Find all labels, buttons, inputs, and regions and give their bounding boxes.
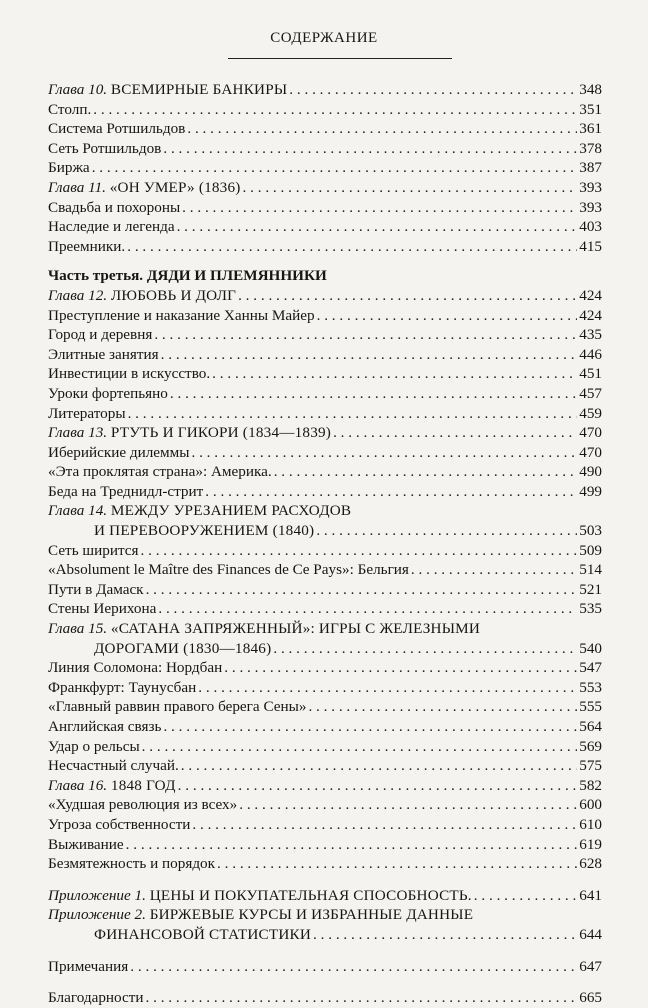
chapter-title: 1848 ГОД — [110, 776, 176, 794]
header-rule — [228, 58, 452, 59]
toc-entry — [48, 678, 602, 698]
section-title: Столп. — [48, 100, 92, 118]
page-number: 457 — [579, 384, 602, 402]
page-number: 499 — [579, 482, 602, 500]
page-number: 424 — [579, 286, 602, 304]
chapter-title: БИРЖЕВЫЕ КУРСЫ И ИЗБРАННЫЕ ДАННЫЕ — [149, 906, 474, 924]
leader-dots — [178, 776, 578, 796]
leader-dots — [273, 639, 577, 659]
toc-part-heading — [48, 266, 602, 286]
page-number: 451 — [579, 365, 602, 383]
section-title: Преемники. — [48, 237, 126, 255]
chapter-label: Глава 14. — [48, 502, 111, 520]
leader-dots — [191, 443, 577, 463]
leader-dots — [274, 462, 578, 482]
toc-entry — [48, 717, 602, 737]
leader-dots — [239, 795, 577, 815]
toc-entry — [48, 384, 602, 404]
leader-dots — [154, 325, 577, 345]
toc-entry — [48, 795, 602, 815]
section-title: Сеть ширится — [48, 541, 139, 559]
page-number: 424 — [579, 306, 602, 324]
section-title: Угроза собственности — [48, 815, 191, 833]
page-number: 378 — [579, 139, 602, 157]
toc-entry — [48, 776, 602, 796]
toc-entry — [48, 658, 602, 678]
chapter-heading — [48, 886, 472, 906]
toc-entry — [48, 815, 602, 835]
section-title: Преступление и наказание Ханны Майер — [48, 306, 315, 324]
section-title: Биржа — [48, 159, 90, 177]
chapter-heading — [48, 619, 480, 639]
toc-entry — [48, 886, 602, 906]
page-number: 470 — [579, 424, 602, 442]
leader-dots — [92, 158, 578, 178]
toc-entry — [48, 119, 602, 139]
toc-entry — [48, 854, 602, 874]
leader-dots — [411, 560, 577, 580]
section-title: Свадьба и похороны — [48, 198, 181, 216]
toc-entry — [48, 80, 602, 100]
toc-entry — [48, 619, 602, 639]
toc-entry — [48, 737, 602, 757]
toc-entry — [48, 404, 602, 424]
page-number: 575 — [579, 757, 602, 775]
page-number: 555 — [579, 698, 602, 716]
leader-dots — [187, 119, 577, 139]
section-title: Линия Соломона: Нордбан — [48, 659, 223, 677]
page-number: 569 — [579, 737, 602, 755]
toc-entry — [48, 541, 602, 561]
toc-entry — [48, 237, 602, 257]
chapter-heading — [48, 905, 473, 925]
toc-entry — [48, 756, 602, 776]
chapter-heading — [48, 286, 236, 306]
leader-dots — [146, 580, 578, 600]
section-title: Стены Иерихона — [48, 600, 157, 618]
section-title: «Absolument le Maître des Finances de Ce Pays»: Бельгия — [48, 561, 409, 579]
page-number: 403 — [579, 218, 602, 236]
page-number: 547 — [579, 659, 602, 677]
page-number: 393 — [579, 178, 602, 196]
section-title: Уроки фортепьяно — [48, 384, 168, 402]
page-number: 361 — [579, 120, 602, 138]
section-title: Беда на Треднидл-стрит — [48, 482, 204, 500]
page-number: 503 — [579, 522, 602, 540]
page-number: 459 — [579, 404, 602, 422]
section-title: Пути в Дамаск — [48, 580, 144, 598]
chapter-heading — [48, 178, 241, 198]
leader-dots — [212, 364, 577, 384]
leader-dots — [181, 756, 577, 776]
page-number: 535 — [579, 600, 602, 618]
chapter-title: «ОН УМЕР» (1836) — [109, 178, 241, 196]
entry-title-continued: ФИНАНСОВОЙ СТАТИСТИКИ — [94, 925, 312, 943]
chapter-title: ЛЮБОВЬ И ДОЛГ — [110, 286, 237, 304]
leader-dots — [93, 100, 577, 120]
toc-entry — [48, 325, 602, 345]
section-title: Элитные занятия — [48, 345, 159, 363]
leader-dots — [158, 599, 577, 619]
section-title: Английская связь — [48, 718, 162, 735]
page-number: 647 — [579, 957, 602, 975]
section-title: Удар о рельсы — [48, 737, 140, 755]
page-number: 348 — [579, 81, 602, 98]
entry-title-continued: И ПЕРЕВООРУЖЕНИЕМ (1840) — [94, 522, 315, 540]
leader-dots — [182, 198, 577, 218]
chapter-heading — [48, 80, 287, 100]
section-title: Примечания — [48, 957, 129, 975]
toc-entry — [48, 443, 602, 463]
leader-dots — [142, 737, 578, 757]
leader-dots — [198, 678, 577, 698]
page-number: 540 — [579, 639, 602, 657]
leader-dots — [163, 717, 577, 737]
toc-entry — [48, 100, 602, 120]
part-title: Часть третья. ДЯДИ И ПЛЕМЯННИКИ — [48, 267, 327, 285]
leader-dots — [128, 404, 578, 424]
chapter-label: Глава 11. — [48, 178, 110, 196]
leader-dots — [126, 835, 578, 855]
chapter-label: Глава 10. — [48, 81, 111, 98]
section-title: Система Ротшильдов — [48, 120, 186, 138]
toc-entry — [48, 639, 602, 659]
chapter-label: Приложение 2. — [48, 906, 150, 924]
toc-entry — [48, 217, 602, 237]
chapter-label: Приложение 1. — [48, 886, 150, 904]
page-number: 564 — [579, 718, 602, 735]
leader-dots — [177, 217, 578, 237]
toc-entry — [48, 198, 602, 218]
toc-entry — [48, 139, 602, 159]
section-title: Иберийские дилеммы — [48, 443, 190, 461]
toc-entry — [48, 905, 602, 925]
page-number: 509 — [579, 541, 602, 559]
toc-entry — [48, 178, 602, 198]
chapter-title: РТУТЬ И ГИКОРИ (1834—1839) — [110, 424, 332, 442]
toc-entry — [48, 957, 602, 977]
toc-entry — [48, 599, 602, 619]
toc-entry — [48, 364, 602, 384]
page-number: 628 — [579, 855, 602, 873]
toc-entry — [48, 423, 602, 443]
section-title: Несчастный случай. — [48, 757, 179, 775]
toc-entry — [48, 345, 602, 365]
page-title: СОДЕРЖАНИЕ — [270, 30, 378, 46]
page-number: 470 — [579, 443, 602, 461]
toc-entry — [48, 158, 602, 178]
page-number: 387 — [579, 159, 602, 177]
leader-dots — [238, 286, 577, 306]
section-title: Безмятежность и порядок — [48, 855, 216, 873]
section-title: «Эта проклятая страна»: Америка. — [48, 463, 272, 481]
section-title: Франкфурт: Таунусбан — [48, 678, 197, 696]
toc-entry — [48, 988, 602, 1008]
toc-entry — [48, 462, 602, 482]
toc-entry — [48, 306, 602, 326]
section-title: Инвестиции в искусство. — [48, 365, 211, 383]
section-title: Выживание — [48, 835, 124, 853]
leader-dots — [146, 988, 578, 1008]
toc-entry — [48, 521, 602, 541]
page-number: 393 — [579, 198, 602, 216]
page-number: 644 — [579, 925, 602, 943]
chapter-heading — [48, 776, 176, 796]
leader-dots — [217, 854, 577, 874]
section-title: Литераторы — [48, 404, 126, 422]
chapter-title: МЕЖДУ УРЕЗАНИЕМ РАСХОДОВ — [110, 502, 352, 520]
page-number: 415 — [579, 237, 602, 255]
page-number: 553 — [579, 678, 602, 696]
section-title: Благодарности — [48, 989, 144, 1007]
leader-dots — [313, 925, 577, 945]
toc-entry — [48, 580, 602, 600]
leader-dots — [170, 384, 577, 404]
toc-entry — [48, 501, 602, 521]
leader-dots — [317, 306, 578, 326]
page-number: 521 — [579, 580, 602, 598]
page-number: 582 — [579, 776, 602, 794]
section-title: Сеть Ротшильдов — [48, 139, 162, 157]
toc-entry — [48, 835, 602, 855]
chapter-heading — [48, 423, 331, 443]
leader-dots — [192, 815, 577, 835]
section-title: Город и деревня — [48, 326, 153, 344]
leader-dots — [141, 541, 578, 561]
leader-dots — [333, 423, 577, 443]
entry-title-continued: ДОРОГАМИ (1830—1846) — [94, 639, 272, 657]
leader-dots — [316, 521, 577, 541]
page-number: 446 — [579, 345, 602, 363]
chapter-label: Глава 13. — [48, 424, 111, 442]
table-of-contents — [48, 80, 602, 1008]
leader-dots — [243, 178, 578, 198]
leader-dots — [289, 80, 577, 100]
section-title: «Худшая революция из всех» — [48, 796, 238, 814]
chapter-title: ЦЕНЫ И ПОКУПАТЕЛЬНАЯ СПОСОБНОСТЬ. — [149, 886, 472, 904]
chapter-label: Глава 12. — [48, 286, 111, 304]
leader-dots — [308, 697, 577, 717]
toc-entry — [48, 482, 602, 502]
leader-dots — [205, 482, 577, 502]
leader-dots — [163, 139, 577, 159]
chapter-label: Глава 15. — [48, 620, 111, 638]
page-number: 600 — [579, 796, 602, 814]
leader-dots — [474, 886, 577, 906]
leader-dots — [161, 345, 578, 365]
leader-dots — [127, 237, 577, 257]
toc-entry — [48, 697, 602, 717]
page-number: 665 — [579, 989, 602, 1007]
page-number: 641 — [579, 886, 602, 904]
page-number: 351 — [579, 100, 602, 118]
section-title: «Главный раввин правого берега Сены» — [48, 698, 307, 716]
section-title: Наследие и легенда — [48, 218, 175, 236]
page-number: 514 — [579, 561, 602, 579]
chapter-title: ВСЕМИРНЫЕ БАНКИРЫ — [110, 81, 288, 98]
leader-dots — [130, 957, 577, 977]
toc-entry — [48, 925, 602, 945]
page-number: 490 — [579, 463, 602, 481]
chapter-label: Глава 16. — [48, 776, 111, 794]
toc-entry — [48, 286, 602, 306]
page-number: 435 — [579, 326, 602, 344]
chapter-title: «САТАНА ЗАПРЯЖЕННЫЙ»: ИГРЫ С ЖЕЛЕЗНЫМИ — [110, 620, 481, 638]
leader-dots — [224, 658, 577, 678]
page-number: 610 — [579, 815, 602, 833]
toc-entry — [48, 560, 602, 580]
chapter-heading — [48, 501, 351, 521]
page-number: 619 — [579, 835, 602, 853]
